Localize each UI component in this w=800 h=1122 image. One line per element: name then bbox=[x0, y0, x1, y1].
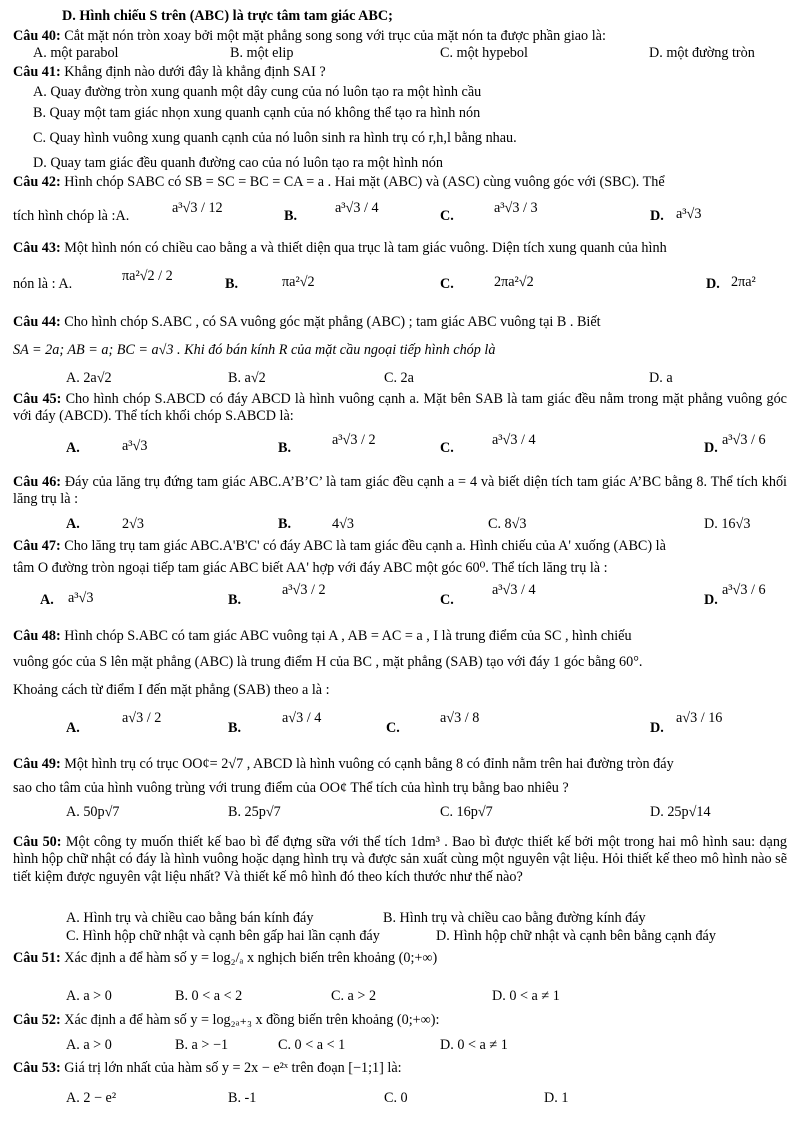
q42-option-b: a³√3 / 4 bbox=[335, 200, 379, 216]
q48-text-3: Khoảng cách từ điểm I đến mặt phẳng (SAB) theo a là : bbox=[13, 682, 330, 698]
q49-option-c: C. 16p√7 bbox=[440, 804, 493, 820]
q49-option-d: D. 25p√14 bbox=[650, 804, 711, 820]
question-label: Câu 44: bbox=[13, 314, 61, 330]
question-label: Câu 49: bbox=[13, 756, 61, 772]
q47-text-2: tâm O đường tròn ngoại tiếp tam giác ABC biết AA' hợp với đáy ABC một góc 60⁰. Thể tích lăng trụ là : bbox=[13, 560, 608, 576]
option-letter-d: D. bbox=[704, 440, 718, 456]
q43-option-c: 2πa²√2 bbox=[494, 274, 534, 290]
question-46 bbox=[13, 474, 787, 509]
question-45 bbox=[13, 391, 787, 426]
q52-option-d: D. 0 < a ≠ 1 bbox=[440, 1037, 508, 1053]
q43-option-b: πa²√2 bbox=[282, 274, 315, 290]
question-text: Hình chóp SABC có SB = SC = BC = CA = a . Hai mặt (ABC) và (ASC) cùng vuông góc với (SBC). Thể bbox=[64, 174, 665, 190]
question-text: Cho hình chóp S.ABC , có SA vuông góc mặt phẳng (ABC) ; tam giác ABC vuông tại B . Biết bbox=[64, 314, 601, 330]
q52-option-a: A. a > 0 bbox=[66, 1037, 112, 1053]
question-53 bbox=[13, 1060, 800, 1077]
q53-option-d: D. 1 bbox=[544, 1090, 569, 1106]
question-label: Câu 46: bbox=[13, 474, 62, 490]
question-48 bbox=[13, 628, 800, 645]
question-text: Xác định a để hàm số y = log₂ₐ₊₃ x đồng biến trên khoảng (0;+∞): bbox=[64, 1012, 440, 1028]
q44-text-2: SA = 2a; AB = a; BC = a√3 . Khi đó bán kính R của mặt cầu ngoại tiếp hình chóp là bbox=[13, 342, 496, 358]
option-letter-d: D. bbox=[650, 720, 664, 736]
q44-option-c: C. 2a bbox=[384, 370, 414, 386]
q48-option-d: a√3 / 16 bbox=[676, 710, 723, 726]
question-text: Giá trị lớn nhất của hàm số y = 2x − e²ˣ trên đoạn [−1;1] là: bbox=[64, 1060, 402, 1076]
q42-option-a: a³√3 / 12 bbox=[172, 200, 223, 216]
q42-option-c: a³√3 / 3 bbox=[494, 200, 538, 216]
q52-option-b: B. a > −1 bbox=[175, 1037, 229, 1053]
option-letter-b: B. bbox=[278, 516, 292, 532]
q52-option-c: C. 0 < a < 1 bbox=[278, 1037, 346, 1053]
option-letter-c: C. bbox=[440, 208, 454, 224]
q40-option-b: B. một elip bbox=[230, 45, 294, 61]
question-label: Câu 41: bbox=[13, 64, 61, 80]
q40-option-d: D. một đường tròn bbox=[649, 45, 755, 61]
question-text: Một hình trụ có trục OO¢= 2√7 , ABCD là hình vuông có cạnh bằng 8 có đỉnh nằm trên hai đường tròn đáy bbox=[64, 756, 674, 772]
option-letter-d: D. bbox=[650, 208, 664, 224]
question-text: Cắt mặt nón tròn xoay bởi một mặt phẳng song song với trục của mặt nón ta được phần giao là: bbox=[64, 28, 606, 44]
option-letter-b: B. bbox=[228, 720, 242, 736]
q43-option-a: πa²√2 / 2 bbox=[122, 268, 173, 284]
question-label: Câu 40: bbox=[13, 28, 61, 44]
q47-option-c: a³√3 / 4 bbox=[492, 582, 536, 598]
question-label: Câu 47: bbox=[13, 538, 61, 554]
q49-text-2: sao cho tâm của hình vuông trùng với trung điểm của OO¢ Thể tích của hình trụ bằng bao nhiêu ? bbox=[13, 780, 569, 796]
question-label: Câu 53: bbox=[13, 1060, 61, 1076]
question-text: Cho lăng trụ tam giác ABC.A'B'C' có đáy ABC là tam giác đều cạnh a. Hình chiếu của A' xuống (ABC) là bbox=[64, 538, 666, 554]
option-letter-b: B. bbox=[284, 208, 298, 224]
q45-option-b: a³√3 / 2 bbox=[332, 432, 376, 448]
question-label: Câu 50: bbox=[13, 834, 62, 850]
option-letter-b: B. bbox=[225, 276, 239, 292]
question-51 bbox=[13, 950, 800, 967]
q51-option-a: A. a > 0 bbox=[66, 988, 112, 1004]
option-letter-c: C. bbox=[440, 276, 454, 292]
q47-option-a: a³√3 bbox=[68, 590, 94, 606]
option-letter-b: B. bbox=[278, 440, 292, 456]
q51-option-b: B. 0 < a < 2 bbox=[175, 988, 243, 1004]
option-letter-d: D. bbox=[704, 592, 718, 608]
question-label: Câu 43: bbox=[13, 240, 61, 256]
q48-option-c: a√3 / 8 bbox=[440, 710, 480, 726]
q51-option-d: D. 0 < a ≠ 1 bbox=[492, 988, 560, 1004]
question-label: Câu 52: bbox=[13, 1012, 61, 1028]
q42-option-d: a³√3 bbox=[676, 206, 702, 222]
q49-option-b: B. 25p√7 bbox=[228, 804, 281, 820]
question-label: Câu 48: bbox=[13, 628, 61, 644]
q45-option-d: a³√3 / 6 bbox=[722, 432, 766, 448]
q49-option-a: A. 50p√7 bbox=[66, 804, 120, 820]
question-text: Khẳng định nào dưới đây là khẳng định SAI ? bbox=[64, 64, 326, 80]
q41-option-d: D. Quay tam giác đều quanh đường cao của nó luôn tạo ra một hình nón bbox=[33, 155, 443, 171]
q46-option-a: 2√3 bbox=[122, 516, 144, 532]
question-text: Đáy của lăng trụ đứng tam giác ABC.A’B’C’ là tam giác đều cạnh a = 4 và biết diện tích tam giác A’BC bằng 8. Thể tích khối lăng trụ là : bbox=[13, 474, 787, 508]
q41-option-b: B. Quay một tam giác nhọn xung quanh cạnh của nó không thể tạo ra hình nón bbox=[33, 105, 481, 121]
q40-option-a: A. một parabol bbox=[33, 45, 119, 61]
question-44 bbox=[13, 314, 800, 331]
question-49 bbox=[13, 756, 800, 773]
option-letter-b: B. bbox=[228, 592, 242, 608]
q50-option-b: B. Hình trụ và chiều cao bằng đường kính đáy bbox=[383, 910, 646, 926]
q50-option-a: A. Hình trụ và chiều cao bằng bán kính đáy bbox=[66, 910, 314, 926]
q48-option-b: a√3 / 4 bbox=[282, 710, 322, 726]
question-text: Một hình nón có chiều cao bằng a và thiết diện qua trục là tam giác vuông. Diện tích xung quanh của hình bbox=[64, 240, 667, 256]
option-letter-a: A. bbox=[66, 720, 80, 736]
question-52 bbox=[13, 1012, 800, 1029]
q53-option-b: B. -1 bbox=[228, 1090, 257, 1106]
question-text: Hình chóp S.ABC có tam giác ABC vuông tại A , AB = AC = a , I là trung điểm của SC , hình chiếu bbox=[64, 628, 632, 644]
q41-option-c: C. Quay hình vuông xung quanh cạnh của nó luôn sinh ra hình trụ có r,h,l bằng nhau. bbox=[33, 130, 517, 146]
option-letter-c: C. bbox=[440, 440, 454, 456]
q45-option-c: a³√3 / 4 bbox=[492, 432, 536, 448]
question-43 bbox=[13, 240, 800, 257]
question-label: Câu 45: bbox=[13, 391, 62, 407]
q43-option-d: 2πa² bbox=[731, 274, 756, 290]
q50-option-d: D. Hình hộp chữ nhật và cạnh bên bằng cạnh đáy bbox=[436, 928, 716, 944]
q46-option-c: C. 8√3 bbox=[488, 516, 527, 532]
option-letter-a: A. bbox=[40, 592, 54, 608]
q48-text-2: vuông góc của S lên mặt phẳng (ABC) là trung điểm H của BC , mặt phẳng (SAB) tạo với đáy 1 góc bằng 60°. bbox=[13, 654, 643, 670]
q47-option-d: a³√3 / 6 bbox=[722, 582, 766, 598]
question-text: Một công ty muốn thiết kế bao bì để đựng sữa với thể tích 1dm³ . Bao bì được thiết kế bởi một trong hai mô hình sau: dạng hình hộp chữ nhật có đáy là hình vuông hoặc dạng hình trụ và được sản xuất cùng một nguyên vật liệu. Hỏi thiết kế theo mô hình nào sẽ tiết kiệm được nguyên vật liệu nhất? Và thiết kế mô hình đó theo kích thước như thế nào? bbox=[13, 834, 788, 885]
q46-option-d: D. 16√3 bbox=[704, 516, 751, 532]
question-42 bbox=[13, 174, 800, 191]
question-40 bbox=[13, 28, 800, 45]
question-47 bbox=[13, 538, 800, 555]
q43-lead: nón là : A. bbox=[13, 276, 73, 292]
q44-option-a: A. 2a√2 bbox=[66, 370, 112, 386]
q44-option-b: B. a√2 bbox=[228, 370, 266, 386]
option-letter-c: C. bbox=[386, 720, 400, 736]
question-label: Câu 51: bbox=[13, 950, 61, 966]
q51-option-c: C. a > 2 bbox=[331, 988, 377, 1004]
q39-option-d: D. Hình chiếu S trên (ABC) là trực tâm tam giác ABC; bbox=[62, 8, 393, 24]
q40-option-c: C. một hypebol bbox=[440, 45, 528, 61]
question-50 bbox=[13, 834, 787, 886]
question-text: Xác định a để hàm số y = log₂/ₐ x nghịch biến trên khoảng (0;+∞) bbox=[64, 950, 438, 966]
q50-option-c: C. Hình hộp chữ nhật và cạnh bên gấp hai lần cạnh đáy bbox=[66, 928, 380, 944]
question-41 bbox=[13, 64, 800, 81]
q42-lead: tích hình chóp là :A. bbox=[13, 208, 130, 224]
q53-option-a: A. 2 − e² bbox=[66, 1090, 117, 1106]
q53-option-c: C. 0 bbox=[384, 1090, 408, 1106]
option-letter-a: A. bbox=[66, 516, 80, 532]
q44-option-d: D. a bbox=[649, 370, 673, 386]
option-letter-d: D. bbox=[706, 276, 720, 292]
q41-option-a: A. Quay đường tròn xung quanh một dây cung của nó luôn tạo ra một hình cầu bbox=[33, 84, 482, 100]
question-label: Câu 42: bbox=[13, 174, 61, 190]
q47-option-b: a³√3 / 2 bbox=[282, 582, 326, 598]
q48-option-a: a√3 / 2 bbox=[122, 710, 162, 726]
option-letter-c: C. bbox=[440, 592, 454, 608]
question-text: Cho hình chóp S.ABCD có đáy ABCD là hình vuông cạnh a. Mặt bên SAB là tam giác đều nằm trong mặt phẳng vuông góc với đáy (ABCD). Thể tích khối chóp S.ABCD là: bbox=[13, 391, 787, 425]
q45-option-a: a³√3 bbox=[122, 438, 148, 454]
q46-option-b: 4√3 bbox=[332, 516, 354, 532]
option-letter-a: A. bbox=[66, 440, 80, 456]
